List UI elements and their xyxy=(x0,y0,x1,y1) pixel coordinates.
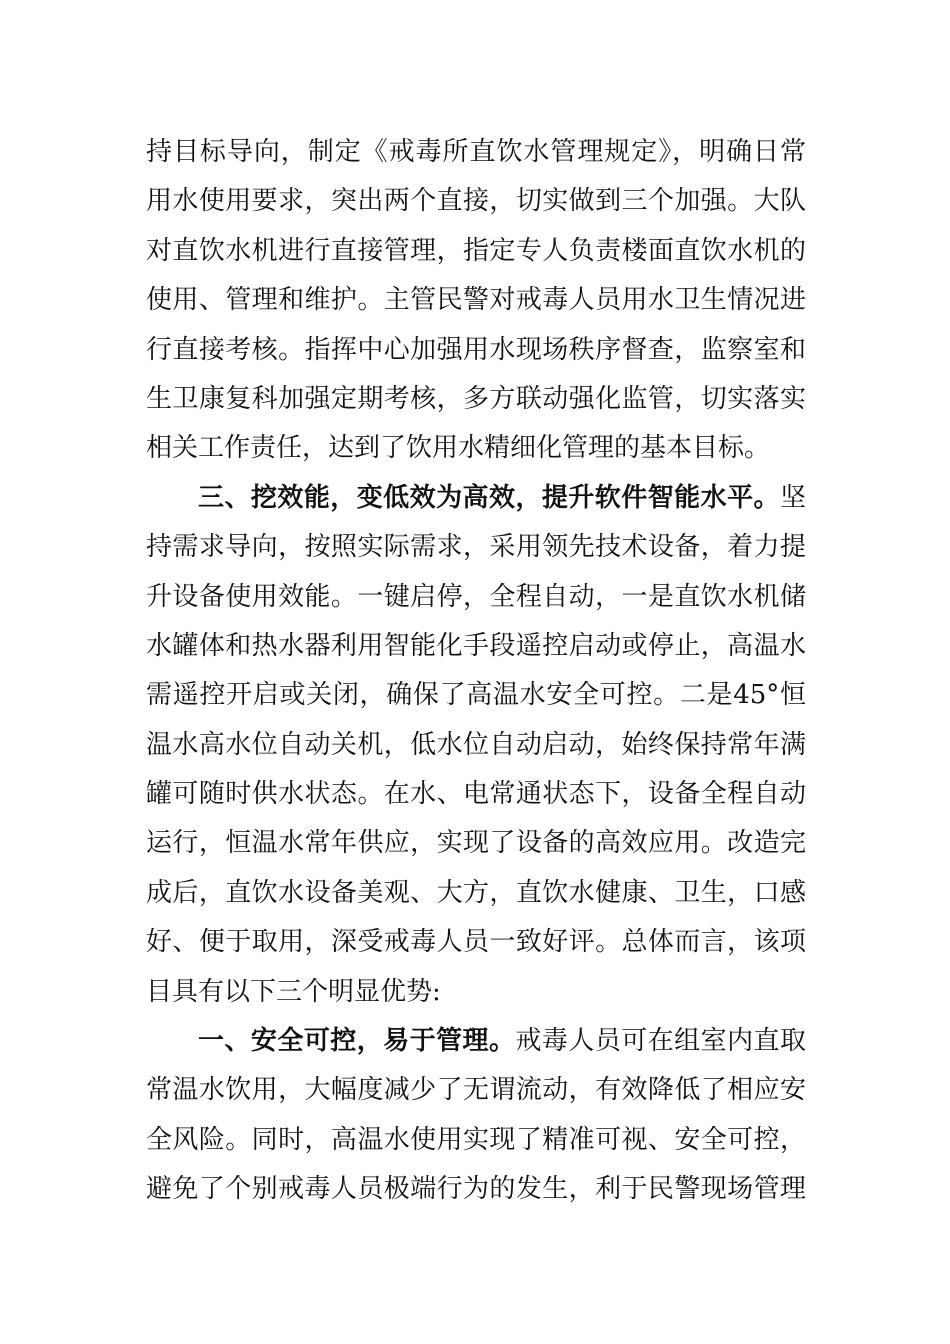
text-line xyxy=(146,819,806,868)
text-line xyxy=(146,770,806,819)
text-line xyxy=(146,128,806,177)
text-line xyxy=(146,968,806,1017)
text-line xyxy=(146,375,806,424)
line-text: 避免了个别戒毒人员极端行为的发生，利于民警现场管理 xyxy=(146,1174,806,1205)
line-text: 持需求导向，按照实际需求，采用领先技术设备，着力提 xyxy=(146,532,806,563)
line-text: 好、便于取用，深受戒毒人员一致好评。总体而言，该项 xyxy=(146,927,806,958)
line-text: 戒毒人员可在组室内直取 xyxy=(515,1026,806,1057)
text-line xyxy=(146,869,806,918)
text-line xyxy=(146,1066,806,1115)
text-line xyxy=(146,276,806,325)
text-line xyxy=(146,1165,806,1214)
line-text: 温水高水位自动关机，低水位自动启动，始终保持常年满 xyxy=(146,729,806,760)
line-text: 常温水饮用，大幅度减少了无谓流动，有效降低了相应安 xyxy=(146,1075,806,1106)
line-text: 坚 xyxy=(779,482,806,513)
line-text: 运行，恒温水常年供应，实现了设备的高效应用。改造完 xyxy=(146,828,806,859)
line-text: 对直饮水机进行直接管理，指定专人负责楼面直饮水机的 xyxy=(146,235,806,266)
text-line xyxy=(146,918,806,967)
line-text: 持目标导向，制定《戒毒所直饮水管理规定》，明确日常 xyxy=(146,137,806,167)
section-heading-line xyxy=(146,474,806,523)
section-heading-line xyxy=(146,1017,806,1066)
text-line xyxy=(146,227,806,276)
line-text: 全风险。同时，高温水使用实现了精准可视、安全可控， xyxy=(146,1124,806,1155)
text-line xyxy=(146,523,806,572)
line-text: 成后，直饮水设备美观、大方，直饮水健康、卫生，口感 xyxy=(146,877,806,908)
line-text: 目具有以下三个明显优势: xyxy=(146,976,441,1007)
line-text: 用水使用要求，突出两个直接，切实做到三个加强。大队 xyxy=(146,186,806,217)
line-text: 相关工作责任，达到了饮用水精细化管理的基本目标。 xyxy=(146,433,771,464)
line-text: 使用、管理和维护。主管民警对戒毒人员用水卫生情况进 xyxy=(146,285,806,316)
text-line xyxy=(146,721,806,770)
text-line xyxy=(146,573,806,622)
line-text: 罐可随时供水状态。在水、电常通状态下，设备全程自动 xyxy=(146,779,806,810)
text-line xyxy=(146,671,806,720)
section-heading: 三、挖效能，变低效为高效，提升软件智能水平。 xyxy=(198,482,780,513)
text-line xyxy=(146,424,806,473)
line-text: 行直接考核。指挥中心加强用水现场秩序督查，监察室和 xyxy=(146,334,806,365)
document-body xyxy=(146,128,806,1215)
line-text: 需遥控开启或关闭，确保了高温水安全可控。二是45°恒 xyxy=(146,680,806,711)
text-line xyxy=(146,326,806,375)
section-heading: 一、安全可控，易于管理。 xyxy=(198,1026,516,1057)
text-line xyxy=(146,622,806,671)
line-text: 生卫康复科加强定期考核，多方联动强化监管，切实落实 xyxy=(146,383,806,414)
line-text: 水罐体和热水器利用智能化手段遥控启动或停止，高温水 xyxy=(146,630,806,661)
text-line xyxy=(146,1116,806,1165)
line-text: 升设备使用效能。一键启停，全程自动，一是直饮水机储 xyxy=(146,581,806,612)
text-line xyxy=(146,177,806,226)
